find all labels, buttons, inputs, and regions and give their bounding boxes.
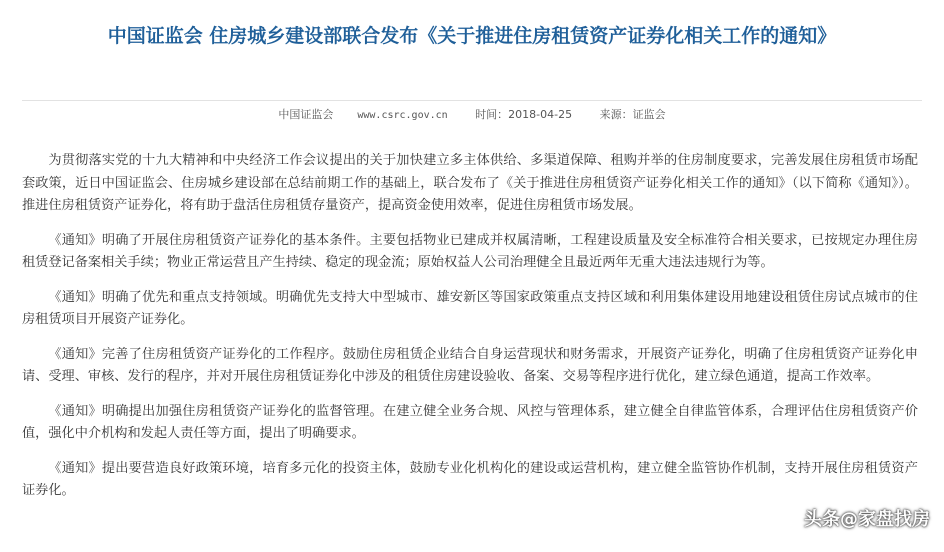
publish-time: 时间：2018-04-25 [475,108,573,121]
watermark-platform: 头条 [804,509,840,530]
paragraph: 《通知》明确了优先和重点支持领域。明确优先支持大中型城市、雄安新区等国家政策重点支持区域和利用集体建设用地建设租赁住房试点城市的住房租赁项目开展资产证券化。 [22,289,918,327]
source-site-url[interactable]: www.csrc.gov.cn [357,110,448,121]
article-meta [0,107,944,124]
watermark [804,505,930,535]
title-divider [22,100,922,101]
article-body [22,150,918,515]
paragraph: 《通知》明确了开展住房租赁资产证券化的基本条件。主要包括物业已建成并权属清晰，工程建设质量及安全标准符合相关要求，已按规定办理住房租赁登记备案相关手续；物业正常运营且产生持续、稳定的现金流；原始权益人公司治理健全且最近两年无重大违法违规行为等。 [22,232,918,270]
paragraph: 《通知》提出要营造良好政策环境，培育多元化的投资主体，鼓励专业化机构化的建设或运营机构，建立健全监管协作机制，支持开展住房租赁资产证券化。 [22,460,918,498]
watermark-account: @家盘找房 [840,509,930,530]
article-title: 中国证监会 住房城乡建设部联合发布《关于推进住房租赁资产证券化相关工作的通知》 [107,25,837,47]
source-site-name: 中国证监会 [278,108,334,121]
paragraph: 《通知》完善了住房租赁资产证券化的工作程序。鼓励住房租赁企业结合自身运营现状和财务需求，开展资产证券化，明确了住房租赁资产证券化申请、受理、审核、发行的程序，并对开展住房租赁证券化中涉及的租赁住房建设验收、备案、交易等程序进行优化，建立绿色通道，提高工作效率。 [22,346,918,384]
article-source: 来源：证监会 [599,108,666,121]
paragraph: 《通知》明确提出加强住房租赁资产证券化的监督管理。在建立健全业务合规、风控与管理体系，建立健全自律监管体系，合理评估住房租赁资产价值，强化中介机构和发起人责任等方面，提出了明确要求。 [22,403,918,441]
paragraph: 为贯彻落实党的十九大精神和中央经济工作会议提出的关于加快建立多主体供给、多渠道保障、租购并举的住房制度要求，完善发展住房租赁市场配套政策，近日中国证监会、住房城乡建设部在总结前期工作的基础上，联合发布了《关于推进住房租赁资产证券化相关工作的通知》（以下简称《通知》）。推进住房租赁资产证券化，将有助于盘活住房租赁存量资产，提高资金使用效率，促进住房租赁市场发展。 [22,153,918,213]
